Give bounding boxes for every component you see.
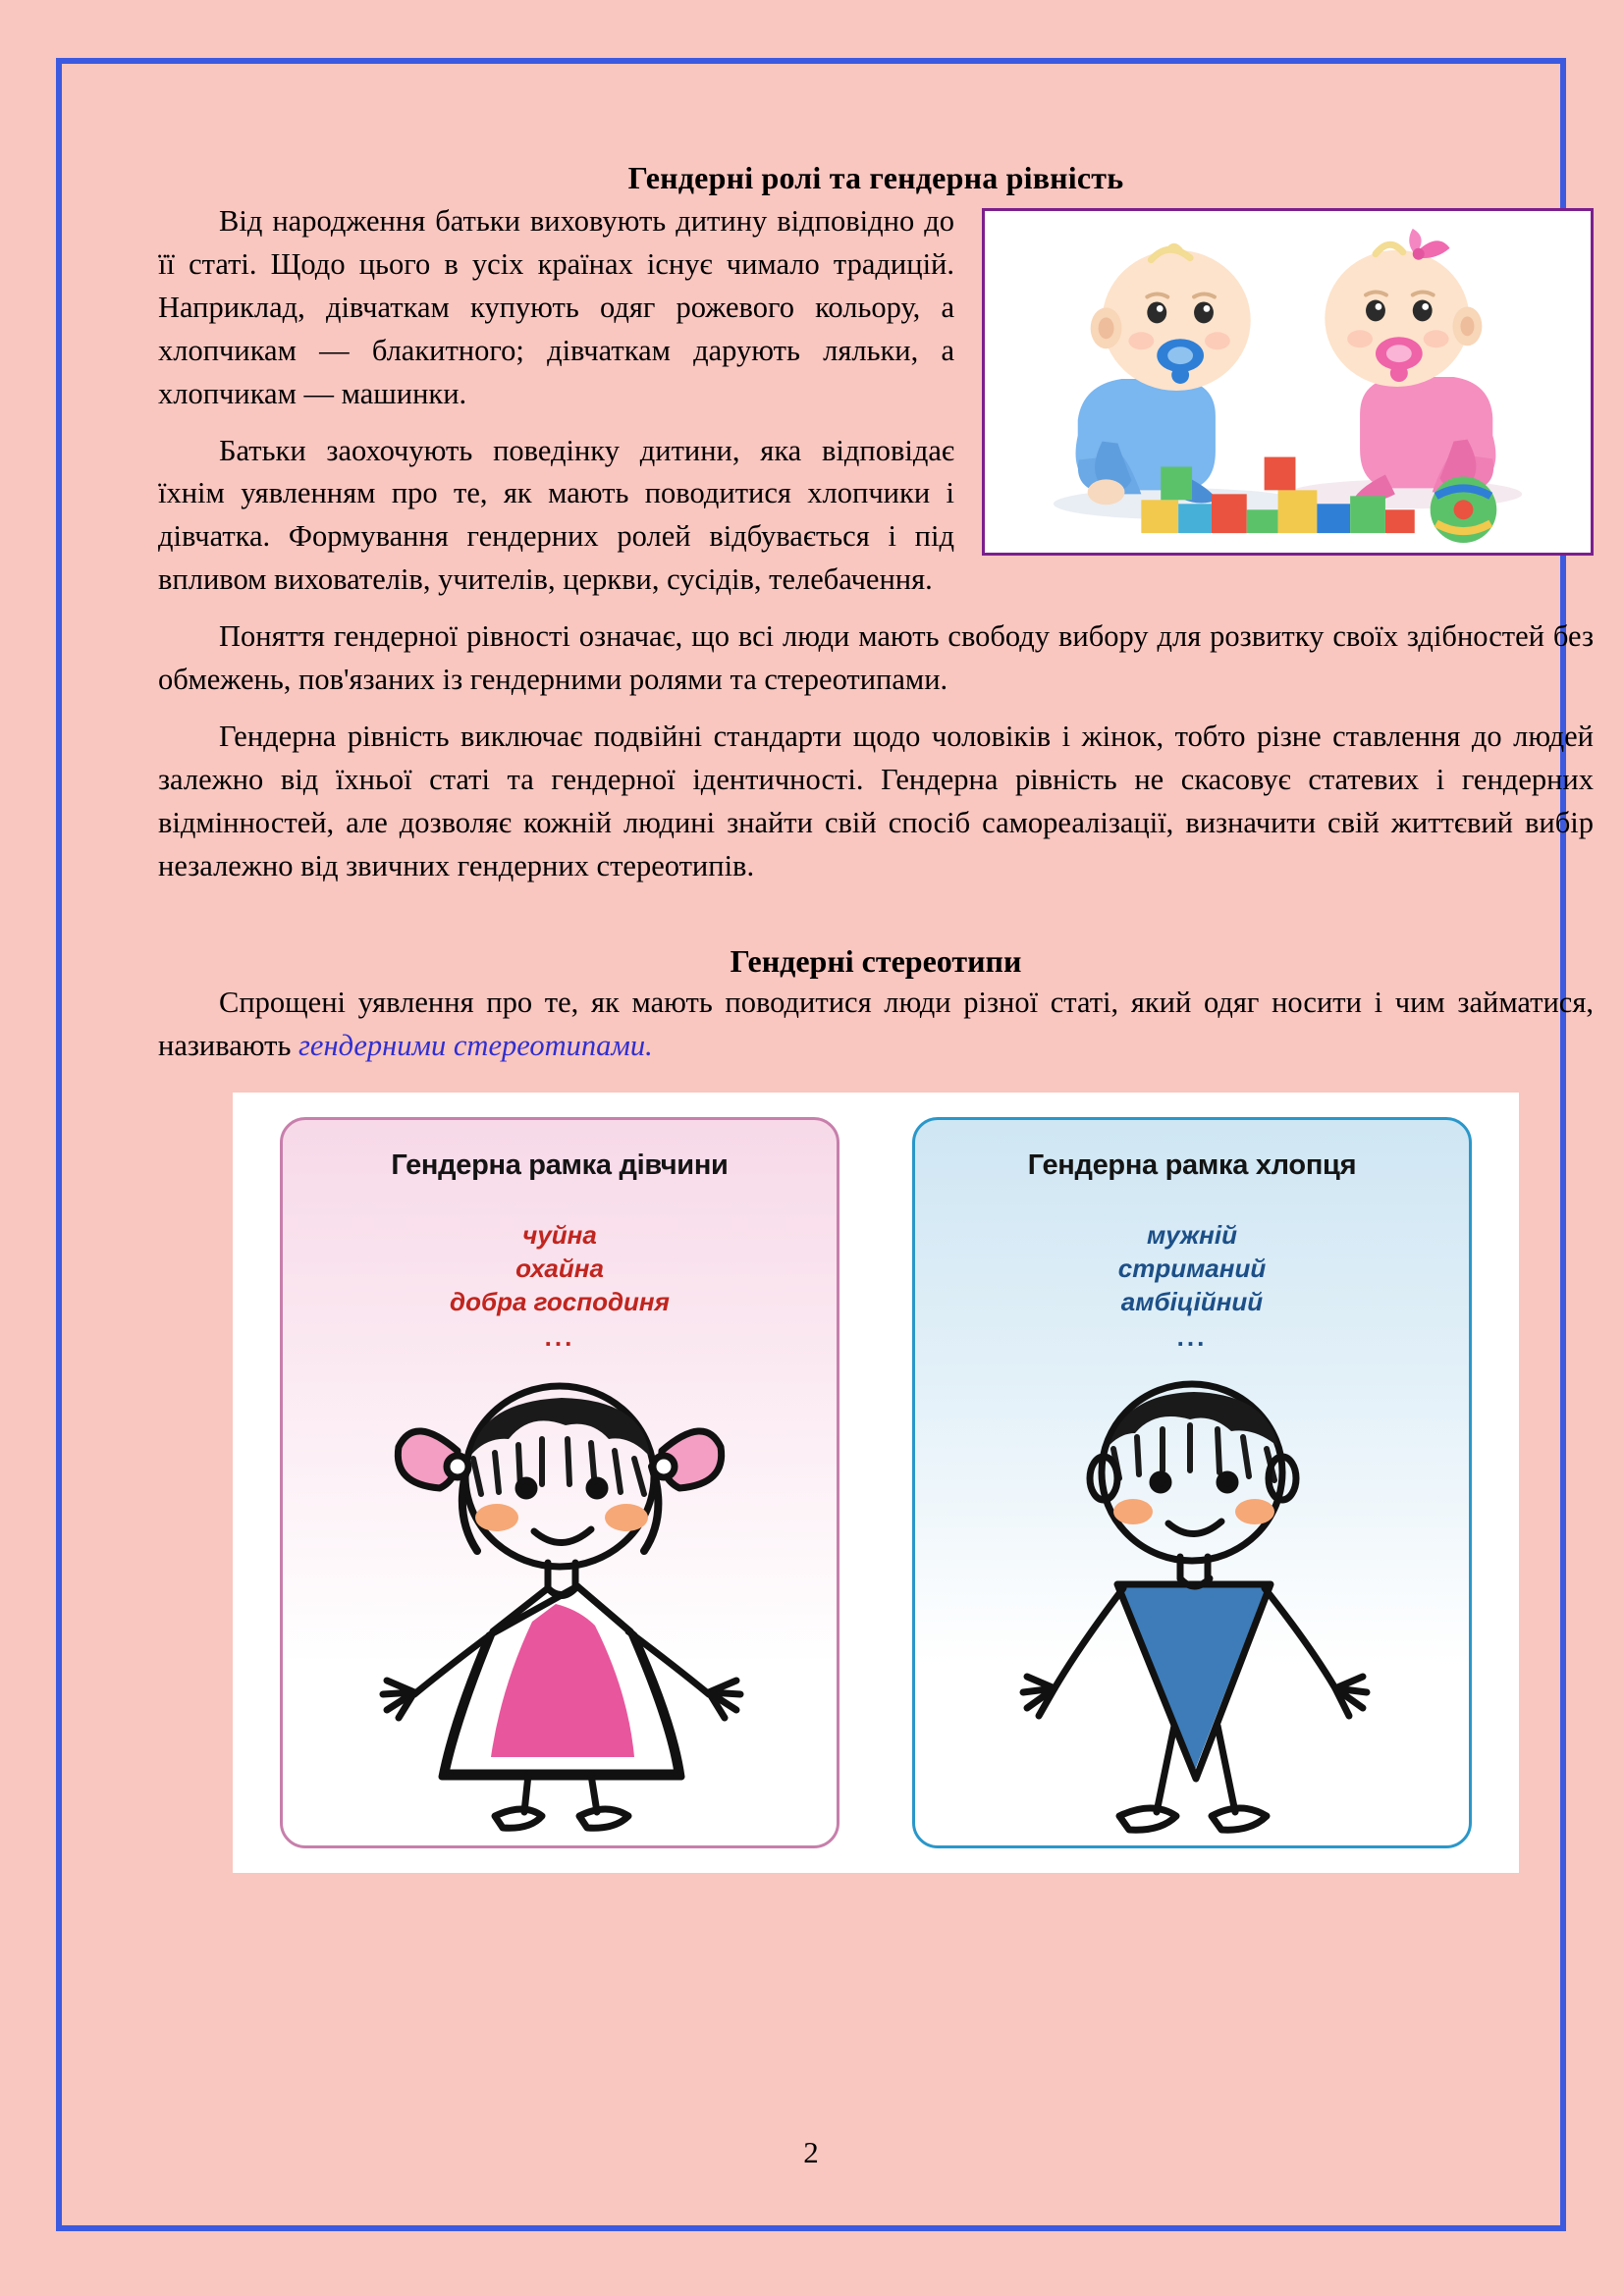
gender-frames-illustration [233,1093,1519,1873]
gender-frame-boy-traits [915,1219,1469,1354]
gender-frame-boy-title: Гендерна рамка хлопця [1027,1149,1357,1182]
page-content [148,150,1603,2270]
babies-illustration-graphic [985,211,1591,553]
trait-boy-2: стриманий [1117,1254,1267,1284]
trait-girl-1: чуйна [522,1220,597,1251]
section-spacer [158,902,1594,943]
page-border [56,58,1594,2231]
paragraph-4: Гендерна рівність виключає подвійні стандарти щодо чоловіків і жінок, тобто різне ставлення до людей залежно від їхньої статі та гендерної ідентичності. Гендерна рівність не скасовує статевих і гендерних відмінностей, але дозволяє кожній людині знайти свій спосіб самореалізації, визначити свій життєвий вибір незалежно від звичних гендерних стереотипів. [158,719,1594,882]
gender-frame-girl-traits [283,1219,837,1354]
gender-frame-card-girl [280,1117,839,1848]
paragraph-2: Батьки заохочують поведінку дитини, яка відповідає їхнім уявленням про те, як мають поводитися хлопчики і дівчатка. Формування гендерних ролей відбувається і під впливом вихователів, учителів, церкви, сусідів, телебачення. [158,433,954,597]
page-number: 2 [803,2135,819,2169]
paragraph-1: Від народження батьки виховують дитину відповідно до її статі. Щодо цього в усіх країнах існує чимало традицій. Наприклад, дівчаткам купують одяг рожевого кольору, а хлопчикам — блакитного; дівчаткам дарують ляльки, а хлопчикам — машинки. [158,204,954,410]
trait-girl-2: охайна [515,1254,604,1284]
paragraph-5-text: Спрощені уявлення про те, як мають поводитися люди різної статі, який одяг носити і чим займатися, називають [158,985,1594,1062]
trait-boy-1: мужній [1147,1220,1237,1251]
trait-girl-ellipsis: ... [544,1321,575,1352]
page-title: Гендерні ролі та гендерна рівність [627,160,1124,195]
trait-boy-ellipsis: ... [1176,1321,1208,1352]
trait-girl-3: добра господиня [450,1287,670,1316]
paragraph-3: Поняття гендерної рівності означає, що всі люди мають свободу вибору для розвитку своїх здібностей без обмежень, пов'язаних із гендерними ролями та стереотипами. [158,619,1594,697]
boy-doodle-icon [915,1368,1469,1840]
gender-frame-girl-title: Гендерна рамка дівчини [391,1149,729,1182]
trait-boy-3: амбіційний [1120,1287,1264,1316]
girl-doodle-icon [283,1368,837,1840]
section-title-stereotypes: Гендерні стереотипи [730,942,1022,979]
babies-illustration [982,208,1594,556]
paragraph-5 [158,982,1594,1068]
emphasis-gender-stereotypes: гендерними стереотипами. [298,1028,653,1062]
gender-frame-card-boy [912,1117,1472,1848]
